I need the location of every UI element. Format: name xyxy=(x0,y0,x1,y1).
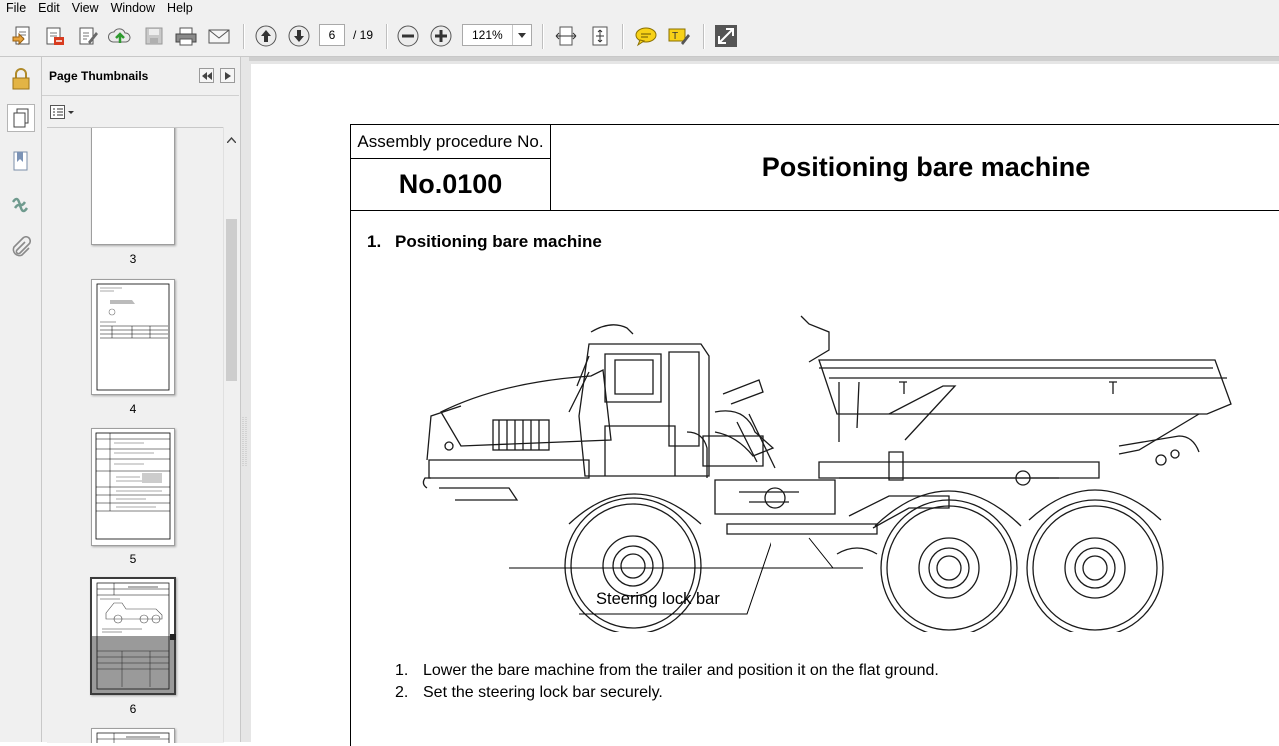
thumbnail-page-6[interactable] xyxy=(90,577,176,695)
create-pdf-icon[interactable] xyxy=(9,23,35,49)
step-number: 2. xyxy=(395,684,409,701)
zoom-in-icon[interactable] xyxy=(428,23,454,49)
bookmark-icon[interactable] xyxy=(7,147,35,175)
toolbar-separator xyxy=(622,24,624,49)
thumbnail-options xyxy=(42,95,239,128)
page-title: Positioning bare machine xyxy=(761,152,1091,182)
signatures-icon[interactable] xyxy=(7,191,35,219)
thumbnail-page-7[interactable] xyxy=(91,728,175,743)
section-number: 1. xyxy=(367,232,382,251)
save-icon[interactable] xyxy=(141,23,167,49)
menu-bar xyxy=(0,0,1279,16)
page-number-input[interactable]: 6 xyxy=(319,24,345,46)
toolbar-separator xyxy=(703,24,705,49)
step-number: 1. xyxy=(395,662,409,679)
dump-truck-illustration xyxy=(419,302,1239,632)
thumbnails-title: Page Thumbnails xyxy=(49,69,149,83)
attachment-icon[interactable] xyxy=(7,233,35,261)
fit-page-icon[interactable] xyxy=(587,23,613,49)
options-menu-icon[interactable] xyxy=(50,105,76,122)
menu-help[interactable]: Help xyxy=(167,1,193,15)
thumbnail-page-4[interactable] xyxy=(91,279,175,395)
procedure-cell xyxy=(351,125,551,210)
comment-icon[interactable] xyxy=(633,23,659,49)
toolbar-separator xyxy=(386,24,388,49)
menu-file[interactable]: File xyxy=(6,1,27,15)
procedure-number: No.0100 xyxy=(398,169,503,199)
step-text: Lower the bare machine from the trailer and position it on the flat ground. xyxy=(423,662,939,679)
toolbar-separator xyxy=(542,24,544,49)
thumbnail-label: 6 xyxy=(129,702,137,716)
toolbar xyxy=(0,16,1279,57)
instruction-step xyxy=(395,660,939,682)
thumbnail-page-5[interactable] xyxy=(91,428,175,546)
thumbnail-label: 4 xyxy=(129,402,137,416)
scrollbar-thumb[interactable] xyxy=(226,219,237,381)
thumbnails-pane xyxy=(42,57,241,742)
toolbar-separator xyxy=(243,24,245,49)
svg-text:T: T xyxy=(672,31,679,42)
procedure-label: Assembly procedure No. xyxy=(351,125,550,159)
sign-icon[interactable] xyxy=(75,23,101,49)
menu-edit[interactable]: Edit xyxy=(38,1,60,15)
zoom-select[interactable] xyxy=(462,24,532,46)
page-border xyxy=(350,211,351,746)
chevron-down-icon[interactable] xyxy=(512,25,531,45)
fit-width-icon[interactable] xyxy=(553,23,579,49)
instruction-steps xyxy=(395,660,939,704)
pdf-page xyxy=(251,64,1279,746)
thumbnail-label: 3 xyxy=(129,252,137,266)
menu-window[interactable]: Window xyxy=(110,1,156,15)
edit-pdf-icon[interactable] xyxy=(42,23,68,49)
upload-cloud-icon[interactable] xyxy=(107,23,133,49)
document-view[interactable] xyxy=(249,57,1279,742)
highlight-icon[interactable] xyxy=(666,23,692,49)
collapse-pane-icon[interactable] xyxy=(199,68,214,83)
thumbnail-scrollbar[interactable] xyxy=(223,127,239,742)
section-title: Positioning bare machine xyxy=(395,232,602,251)
pane-splitter[interactable] xyxy=(241,57,249,742)
zoom-out-icon[interactable] xyxy=(395,23,421,49)
lock-icon[interactable] xyxy=(7,65,35,93)
instruction-step xyxy=(395,682,939,704)
scroll-up-icon[interactable] xyxy=(227,132,236,146)
expand-pane-icon[interactable] xyxy=(220,68,235,83)
step-text: Set the steering lock bar securely. xyxy=(423,684,663,701)
navigation-rail xyxy=(0,57,42,742)
expand-icon[interactable] xyxy=(713,23,739,49)
page-total: / 19 xyxy=(353,28,374,42)
thumbnail-label: 5 xyxy=(129,552,137,566)
thumbnail-list xyxy=(47,127,224,743)
section-heading xyxy=(367,232,602,252)
menu-view[interactable]: View xyxy=(71,1,99,15)
thumbnails-header xyxy=(42,57,239,95)
next-page-icon[interactable] xyxy=(286,23,312,49)
zoom-value: 121% xyxy=(472,28,503,42)
email-icon[interactable] xyxy=(206,23,232,49)
previous-page-icon[interactable] xyxy=(253,23,279,49)
procedure-header-table xyxy=(350,124,1279,211)
pages-icon[interactable] xyxy=(7,104,35,132)
figure-callout-label: Steering lock bar xyxy=(596,590,720,608)
print-icon[interactable] xyxy=(173,23,199,49)
thumbnail-page-3[interactable] xyxy=(91,127,175,245)
